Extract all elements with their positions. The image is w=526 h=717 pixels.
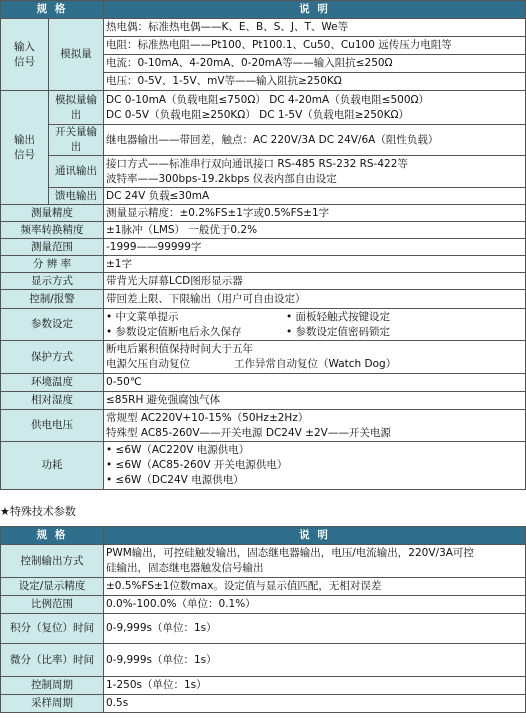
consumption-value [104, 442, 526, 490]
humidity-value: ≤85RH 避免强腐蚀气体 [104, 392, 526, 410]
power-line-2: 特殊型 AC85-260V——开关电源 DC24V ±2V——开关电源 [106, 426, 391, 439]
analog-output-label: 模拟量输出 [49, 91, 104, 125]
resolution-value: ±1字 [104, 256, 526, 273]
display-value: 带背光大屏幕LCD图形显示器 [104, 273, 526, 290]
params-value [104, 309, 526, 341]
feed-output-label: 馈电输出 [49, 188, 104, 205]
protect-line-2a: 电源欠压自动复位 [106, 358, 190, 370]
voltage-row: 电压：0-5V、1-5V、mV等——输入阻抗≥250KΩ [104, 73, 526, 91]
power-label: 供电电压 [1, 410, 104, 442]
param-item-save: • 参数设定值断电后永久保存 [106, 325, 242, 338]
control-output-line-1: PWM输出，可控硅触发输出，固态继电器输出，电压/电流输出，220V/3A可控 [106, 547, 474, 559]
analog-output-line-2: DC 0-5V（负载电阻≥250KΩ） DC 1-5V（负载电阻≥250KΩ） [106, 108, 410, 121]
sampling-period-label: 采样周期 [1, 695, 104, 713]
freq-accuracy-value: ±1脉冲（LMS） 一般优于0.2% [104, 222, 526, 239]
thermocouple-row: 热电偶：标准热电偶——K、E、B、S、J、T、We等 [104, 19, 526, 37]
integral-time-value: 0-9,999s（单位：1s） [104, 614, 526, 644]
param-item-lock: • 参数设定值密码锁定 [286, 325, 391, 338]
consumption-label: 功耗 [1, 442, 104, 490]
consumption-item-dc24: • ≤6W（DC24V 电源供电） [106, 474, 244, 486]
protect-label: 保护方式 [1, 341, 104, 374]
spec-header-desc: 说 明 [104, 1, 526, 19]
param-item-keys: • 面板轻触式按键设定 [286, 310, 391, 323]
range-label: 测量范围 [1, 239, 104, 256]
proportional-range-label: 比例范围 [1, 596, 104, 614]
power-value [104, 410, 526, 442]
control-output-line-2: 硅输出，固态继电器触发信号输出 [106, 562, 264, 574]
analog-output-line-1: DC 0-10mA（负载电阻≤750Ω） DC 4-20mA（负载电阻≤500Ω） [106, 93, 430, 106]
power-line-1: 常规型 AC220V+10-15%（50Hz±2Hz） [106, 411, 309, 424]
comm-output-line-1: 接口方式——标准串行双向通讯接口 RS-485 RS-232 RS-422等 [106, 157, 408, 170]
sampling-period-value: 0.5s [104, 695, 526, 713]
feed-output-value: DC 24V 负载≤30mA [104, 188, 526, 205]
comm-output-value [104, 156, 526, 188]
special-table [0, 526, 526, 713]
integral-time-label: 积分（复位）时间 [1, 614, 104, 644]
special-section-title: ★特殊技术参数 [0, 500, 526, 524]
analog-input-label: 模拟量 [49, 19, 104, 91]
resolution-label: 分 辨 率 [1, 256, 104, 273]
switch-output-value: 继电器输出——带回差，触点：AC 220V/3A DC 24V/6A（阻性负载） [104, 125, 526, 156]
consumption-item-ac85: • ≤6W（AC85-260V 开关电源供电） [106, 459, 288, 471]
env-temp-value: 0-50℃ [104, 374, 526, 392]
display-label: 显示方式 [1, 273, 104, 290]
protect-line-1: 断电后累积值保持时间大于五年 [106, 343, 253, 355]
control-period-value: 1-250s（单位：1s） [104, 677, 526, 695]
special-header-spec: 规 格 [1, 527, 104, 545]
accuracy-value: 测量显示精度：±0.2%FS±1字或0.5%FS±1字 [104, 205, 526, 222]
env-temp-label: 环境温度 [1, 374, 104, 392]
protect-value [104, 341, 526, 374]
params-label: 参数设定 [1, 309, 104, 341]
output-signal-label: 输出 信号 [1, 91, 49, 205]
input-signal-label: 输入 信号 [1, 19, 49, 91]
protect-line-2b: 工作异常自动复位（Watch Dog） [234, 358, 397, 370]
comm-output-label: 通讯输出 [49, 156, 104, 188]
humidity-label: 相对湿度 [1, 392, 104, 410]
alarm-value: 带回差上限、下限输出（用户可自由设定） [104, 290, 526, 309]
range-value: -1999——99999字 [104, 239, 526, 256]
proportional-range-value: 0.0%-100.0%（单位：0.1%） [104, 596, 526, 614]
consumption-item-ac220: • ≤6W（AC220V 电源供电） [106, 444, 250, 456]
control-output-label: 控制输出方式 [1, 545, 104, 578]
freq-accuracy-label: 频率转换精度 [1, 222, 104, 239]
param-item-menu: • 中文菜单提示 [106, 310, 179, 323]
alarm-label: 控制/报警 [1, 290, 104, 309]
spec-header-spec: 规 格 [1, 1, 104, 19]
set-display-accuracy-label: 设定/显示精度 [1, 578, 104, 596]
accuracy-label: 测量精度 [1, 205, 104, 222]
derivative-time-label: 微分（比率）时间 [1, 644, 104, 677]
special-header-desc: 说 明 [104, 527, 526, 545]
analog-output-value [104, 91, 526, 125]
switch-output-label: 开关量输出 [49, 125, 104, 156]
derivative-time-value: 0-9,999s（单位：1s） [104, 644, 526, 677]
comm-output-line-2: 波特率——300bps-19.2kbps 仪表内部自由设定 [106, 172, 337, 185]
control-period-label: 控制周期 [1, 677, 104, 695]
set-display-accuracy-value: ±0.5%FS±1位数max。设定值与显示值匹配，无相对误差 [104, 578, 526, 596]
current-row: 电流：0-10mA、4-20mA、0-20mA等——输入阻抗≤250Ω [104, 55, 526, 73]
rtd-row: 电阻：标准热电阻——Pt100、Pt100.1、Cu50、Cu100 远传压力电阻等 [104, 37, 526, 55]
control-output-value [104, 545, 526, 578]
